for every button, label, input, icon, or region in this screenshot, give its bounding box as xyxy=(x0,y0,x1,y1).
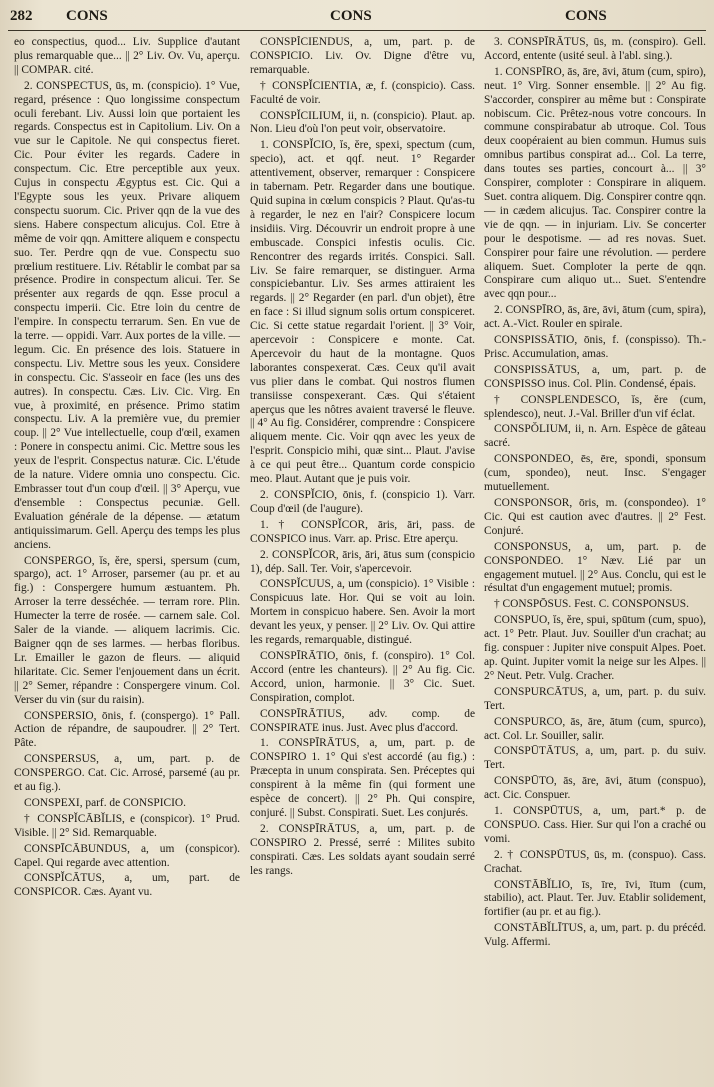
dictionary-entry: 2. CONSPĬCIO, ōnis, f. (conspicio 1). Varr. Coup d'œil (de l'augure). xyxy=(250,489,475,515)
dictionary-entry: CONSPĬCIENDUS, a, um, part. p. de CONSPICIO. Liv. Ov. Digne d'être vu, remarquable. xyxy=(250,36,475,76)
dictionary-entry: 2. CONSPĬCOR, āris, āri, ātus sum (conspicio 1), dép. Sall. Ter. Voir, s'apercevoir. xyxy=(250,548,475,575)
dictionary-entry: 3. CONSPĪRĀTUS, ūs, m. (conspiro). Gell. Accord, entente (usité seul. à l'abl. sing.). xyxy=(484,36,706,62)
column-middle xyxy=(250,36,475,1077)
dictionary-entry: 2. CONSPĪRO, ās, āre, āvi, ātum (cum, spira), act. A.-Vict. Rouler en spirale. xyxy=(484,304,706,331)
dictionary-entry: 2. † CONSPŪTUS, ūs, m. (conspuo). Cass. Crachat. xyxy=(484,848,706,875)
dictionary-entry: CONSPĬCUUS, a, um (conspicio). 1° Visible : Conspicuus late. Hor. Qui se voit au loin. Mortem in conspicuo habere. Sen. Avoir la mort devant les yeux, y penser. || 2° Liv. Ov. Qui attire les regards, remarquable, distingué. xyxy=(250,578,475,647)
dictionary-entry: CONSPEXI, parf. de CONSPICIO. xyxy=(24,796,186,809)
dictionary-entry: CONSTĀBĬLIO, īs, īre, īvi, ītum (cum, stabilio), act. Plaut. Ter. Juv. Etablir solidement, fortifier (au pr. et au fig.). xyxy=(484,878,706,919)
dictionary-entry: † CONSPŌSUS. Fest. C. CONSPONSUS. xyxy=(494,598,689,611)
dictionary-entry: CONSPŎLIUM, ii, n. Arn. Espèce de gâteau sacré. xyxy=(484,423,706,450)
dictionary-entry: CONSPISSĀTIO, ōnis, f. (conspisso). Th.-Prisc. Accumulation, amas. xyxy=(484,334,706,360)
dictionary-entry: 1. CONSPĪRO, ās, āre, āvi, ātum (cum, spiro), neut. 1° Virg. Sonner ensemble. || 2° Au fig. S'accorder, conspirer au même but : Conspirate nobiscum. Cic. Prêtez-nous votre concours. In commune conspirabatur ab utroque. Col. Tous deux coopéraient au bien commun. Humus suis omnibus partibus conspirat ad... Col. La terre, dans toutes ses parties, concourt à... || 3° Conspirer, comploter : Conspirare in aliquem. Suet. contra aliquem. Dig. Conspirer contre qqn. — in cædem alicujus. Tac. Conspirer contre la vie de qqn. — in injuriam. Liv. Se concerter pour le despotisme. — ad res novas. Suet. Conspirer pour faire une révolution. — perdere aliquem. Suet. Comploter la perte de qqn. Conspirare cum aliquo ut... Suet. S'entendre avec qqn pour... xyxy=(484,65,706,301)
dictionary-entry: CONSPĪRĀTIUS, adv. comp. de CONSPIRATE inus. Just. Avec plus d'accord. xyxy=(250,707,475,734)
dictionary-entry: CONSPERSUS, a, um, part. p. de CONSPERGO. Cat. Cic. Arrosé, parsemé (au pr. et au fig.). xyxy=(14,753,240,794)
dictionary-entry: CONSPONSOR, ōris, m. (conspondeo). 1° Cic. Qui est caution avec d'autres. || 2° Fest. Conjuré. xyxy=(484,497,706,537)
dictionary-entry: CONSPĪCĀBUNDUS, a, um (conspicor). Capel. Qui regarde avec attention. xyxy=(14,842,240,869)
dictionary-entry: CONSPURCO, ās, āre, ātum (cum, spurco), act. Col. Lr. Souiller, salir. xyxy=(484,715,706,742)
page-number: 282 xyxy=(10,8,33,24)
dictionary-entry: CONSPISSĀTUS, a, um, part. p. de CONSPISSO inus. Col. Plin. Condensé, épais. xyxy=(484,363,706,390)
dictionary-entry: † CONSPĬCIENTIA, æ, f. (conspicio). Cass. Faculté de voir. xyxy=(250,79,475,106)
center-running-head: CONS xyxy=(330,8,372,24)
running-header xyxy=(10,8,704,30)
left-running-head: CONS xyxy=(66,8,108,24)
dictionary-entry: CONSPĬCĀTUS, a, um, part. de CONSPICOR. Cæs. Ayant vu. xyxy=(14,872,240,899)
dictionary-entry: CONSTĀBĬLĪTUS, a, um, part. p. du précéd. Vulg. Affermi. xyxy=(484,922,706,949)
right-running-head: CONS xyxy=(565,8,607,24)
column-right xyxy=(484,36,706,1077)
dictionary-entry: CONSPURCĀTUS, a, um, part. p. du suiv. Tert. xyxy=(484,685,706,712)
dictionary-entry: CONSPŪTO, ās, āre, āvi, ātum (conspuo), act. Cic. Conspuer. xyxy=(484,775,706,802)
dictionary-entry: 1. CONSPĪRĀTUS, a, um, part. p. de CONSPIRO 1. 1° Qui s'est accordé (au fig.) : Præcepta in unum conspirata. Sen. Préceptes qui conspirent à la même fin (qui forment une espèce de concert). || 2° Ph. Qui conspire, conjuré. || Subst. Conspirati. Suet. Les conjurés. xyxy=(250,737,475,819)
dictionary-entry: CONSPUO, ĭs, ĕre, spui, spūtum (cum, spuo), act. 1° Petr. Plaut. Juv. Souiller d'un crachat; au fig. conspuer : Jupiter nive conspuit Alpes. Poet. ap. Quint. Jupiter vomit la neige sur les Alpes. || 2° Neut. Petr. Vulg. Cracher. xyxy=(484,614,706,682)
dictionary-entry: CONSPĬCILIUM, ii, n. (conspicio). Plaut. ap. Non. Lieu d'où l'on peut voir, observatoire. xyxy=(250,109,475,136)
dictionary-entry: 1. † CONSPĬCOR, āris, āri, pass. de CONSPICO inus. Varr. ap. Prisc. Etre aperçu. xyxy=(250,518,475,545)
dictionary-entry: 2. CONSPECTUS, ūs, m. (conspicio). 1° Vue, regard, présence : Quo longissime conspectum oculi ferebant. Liv. Aussi loin que portaient les regards. Conspectus est in Capitolium. Liv. On a vue sur le Capitole. Ne qui conspectus fieret. Cic. Pour éviter les regards. Cadere in conspectum. Cic. Etre perceptible aux yeux. Cujus in conspectu Ægyptus est. Cic. Qui a l'Egypte sous les yeux. Privare aliquem conspectu suorum. Cic. Priver qqn de la vue des siens. Habere conspectum alicujus. Col. Etre à même de voir qqn. Amittere aliquem e conspectu suo. Ter. Perdre qqn de vue. Conspectu suo prœlium restituere. Liv. Rétablir le combat par sa présence. Prodire in conspectum alicui. Ter. Se présenter aux regards de qqn. Esse procul a conspectu imperii. Cic. Etre loin du centre de l'empire. In conspectu terrarum. Sen. En vue de la terre. — oppidi. Varr. Aux portes de la ville. — legum. Cic. En présence des lois. Statuere in conspectu. Liv. Mettre sous les yeux. Considere in conspectu. Cic. S'asseoir en face (les uns des autres). In conspectu. Cæs. Liv. Cic. Virg. En vue, à proximité, en présence. Primo statim conspectu. Liv. A la première vue, du premier coup. || 2° Vue intellectuelle, coup d'œil, examen : Ponere in conspectu animi. Cic. Mettre sous les yeux de l'esprit. Conspectus naturæ. Cic. L'étude de la nature. Videre omnia uno conspectu. Cic. Embrasser tout d'un coup d'œil. || 3° Aperçu, vue d'ensemble : Conspectus pecuniæ. Gell. Evaluation générale de la dépense. — ætatum antiquissimarum. Gell. Aperçu des temps les plus anciens. xyxy=(14,79,240,551)
column-left xyxy=(14,36,240,1077)
header-rule xyxy=(8,30,706,31)
dictionary-entry: 1. CONSPĬCIO, ĭs, ĕre, spexi, spectum (cum, specio), act. et qqf. neut. 1° Regarder attentivement, observer, remarquer : Conspicere in tabernam. Petr. Regarder dans une boutique. Quid supina in cœlum conspicis ? Plaut. Qu'as-tu à regarder, le nez en l'air? Conspicere locum insidiis. Virg. Découvrir un endroit propre à une embuscade. Conspici infestis oculis. Cic. Rencontrer des regards irrités. Conspici. Sall. Liv. Se faire remarquer, se distinguer. Arma conspiciebantur. Liv. Ses armes attiraient les regards. || 2° Regarder (en parl. d'un objet), être en face : Si illud signum solis ortum conspiceret. Cic. Si cette statue regardait l'orient. || 3° Voir, apercevoir : Conspicere e monte. Cat. Apercevoir du haut de la montagne. Quos laborantes conspexerat. Cæs. Ceux qu'il avait vus plier dans le combat. Qui nostros flumen transiisse conspexerant. Cæs. Qui s'étaient aperçus que les nôtres avaient traversé le fleuve. || 4° Au fig. Considérer, comprendre : Conspicere aliquem mente. Cic. Voir qqn avec les yeux de l'esprit. Conspicio mihi, quæ sint... Plaut. J'avise à ce qui peut être... Quantum corde conspicio meo. Plaut. Autant que je puis voir. xyxy=(250,139,475,486)
dictionary-entry: CONSPERGO, ĭs, ĕre, spersi, spersum (cum, spargo), act. 1° Arroser, parsemer (au pr. et au fig.) : Conspergere humum æstuantem. Ph. Arroser la terre desséchée. — terram rore. Plin. Humecter la terre de rosée. — carnem sale. Col. Saler de la viande. — aliquem lacrimis. Cic. Baigner qqn de ses larmes. — herbas floribus. Lr. Emailler le gazon de fleurs. — aliquid hilaritate. Cic. Semer l'enjouement dans un écrit. || 2° Semer, répandre : Conspergere vinum. Col. Verser du vin (sur du raisin). xyxy=(14,554,240,706)
dictionary-entry: eo conspectius, quod... Liv. Supplice d'autant plus remarquable que... || 2° Liv. Ov. Vu, aperçu. || COMPAR. cité. xyxy=(14,36,240,76)
dictionary-entry: CONSPONSUS, a, um, part. p. de CONSPONDEO. 1° Næv. Lié par un engagement mutuel. || 2° Aus. Conclu, qui est le résultat d'un engagement mutuel; promis. xyxy=(484,540,706,595)
dictionary-entry: CONSPERSIO, ōnis, f. (conspergo). 1° Pall. Action de répandre, de saupoudrer. || 2° Tert. Pâte. xyxy=(14,709,240,750)
dictionary-entry: 2. CONSPĪRĀTUS, a, um, part. p. de CONSPIRO 2. Pressé, serré : Milites subito conspirati. Cæs. Les soldats ayant soudain serré les rangs. xyxy=(250,822,475,877)
dictionary-entry: CONSPONDEO, ēs, ēre, spondi, sponsum (cum, spondeo), neut. Insc. S'engager mutuellement. xyxy=(484,453,706,494)
dictionary-entry: 1. CONSPŪTUS, a, um, part.* p. de CONSPUO. Cass. Hier. Sur qui l'on a craché ou vomi. xyxy=(484,805,706,845)
dictionary-entry: † CONSPĬCĀBĬLIS, e (conspicor). 1° Prud. Visible. || 2° Sid. Remarquable. xyxy=(14,812,240,839)
dictionary-entry: CONSPŪTĀTUS, a, um, part. p. du suiv. Tert. xyxy=(484,745,706,772)
dictionary-entry: † CONSPLENDESCO, ĭs, ĕre (cum, splendesco), neut. J.-Val. Briller d'un vif éclat. xyxy=(484,393,706,420)
dictionary-entry: CONSPĪRĀTIO, ōnis, f. (conspiro). 1° Col. Accord (entre les chanteurs). || 2° Au fig. Cic. Accord, union, harmonie. || 3° Cic. Suet. Conspiration, complot. xyxy=(250,649,475,704)
